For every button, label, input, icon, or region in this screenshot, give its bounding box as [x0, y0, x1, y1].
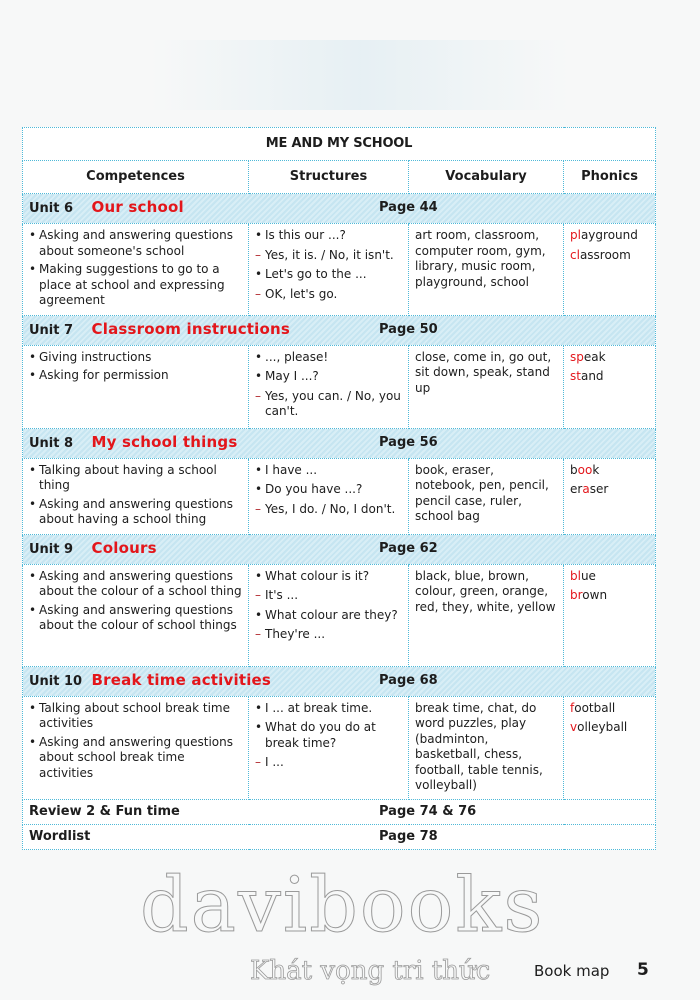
unit-page: Page 62	[379, 540, 438, 556]
structures-cell	[249, 458, 409, 534]
unit-band-row	[23, 428, 656, 458]
phonics-word: brown	[570, 588, 608, 602]
header-competences: Competences	[23, 161, 249, 194]
unit-band-row	[23, 194, 656, 224]
unit-page: Page 56	[379, 434, 438, 450]
structure-item: – I ...	[255, 755, 284, 769]
structures-cell	[249, 564, 409, 666]
extra-page: Page 74 & 76	[379, 803, 477, 819]
competence-item: • Talking about school break time activities	[29, 700, 230, 730]
unit-name: Our school	[91, 198, 184, 217]
competence-item: • Making suggestions to go to a place at school and expressing agreement	[29, 262, 225, 307]
phonics-cell	[564, 345, 656, 428]
phonics-word: classroom	[570, 247, 631, 262]
phonics-word: stand	[570, 369, 604, 383]
unit-name: My school things	[91, 432, 238, 451]
competences-cell	[23, 696, 249, 799]
vocabulary-cell: art room, classroom, computer room, gym, library, music room, playground, school	[409, 224, 564, 316]
extra-row	[23, 799, 656, 824]
structure-item: – Yes, it is. / No, it isn't.	[255, 247, 394, 262]
watermark-logo: davibooks	[140, 860, 545, 949]
phonics-word: volleyball	[570, 720, 628, 734]
phonics-word: football	[570, 700, 616, 715]
unit-page: Page 50	[379, 321, 438, 337]
structure-item: – It's ...	[255, 588, 299, 602]
structure-item: • Let's go to the ...	[255, 267, 367, 281]
competence-item: • Asking for permission	[29, 368, 169, 382]
phonics-word: blue	[570, 568, 596, 583]
phonics-cell	[564, 564, 656, 666]
unit-band-row	[23, 534, 656, 564]
vocabulary-cell: close, come in, go out, sit down, speak, stand up	[409, 345, 564, 428]
structure-item: – They're ...	[255, 627, 326, 641]
structure-item: • ..., please!	[255, 349, 329, 364]
unit-band-row	[23, 666, 656, 696]
structures-cell	[249, 696, 409, 799]
unit-band-row	[23, 315, 656, 345]
competence-item: • Giving instructions	[29, 349, 152, 364]
phonics-word: book	[570, 462, 600, 477]
unit-content-row	[23, 564, 656, 666]
unit-name: Colours	[91, 538, 157, 557]
unit-name: Break time activities	[91, 670, 272, 689]
unit-number: Unit 8	[29, 435, 74, 451]
extra-row	[23, 824, 656, 849]
unit-number: Unit 10	[29, 673, 83, 689]
extra-page: Page 78	[379, 828, 438, 844]
vocabulary-cell: black, blue, brown, colour, green, orange, red, they, white, yellow	[409, 564, 564, 666]
phonics-cell	[564, 458, 656, 534]
unit-content-row	[23, 345, 656, 428]
competences-cell	[23, 224, 249, 316]
phonics-word: eraser	[570, 482, 609, 496]
phonics-word: playground	[570, 228, 638, 242]
structure-item: – OK, let's go.	[255, 286, 338, 301]
watermark-slogan: Khát vọng tri thức	[250, 956, 491, 986]
structure-item: • What do you do at break time?	[255, 720, 376, 750]
structure-item: • What colour is it?	[255, 568, 370, 583]
table-title: ME AND MY SCHOOL	[23, 128, 656, 161]
structure-item: • Do you have ...?	[255, 482, 363, 496]
competences-cell	[23, 345, 249, 428]
footer-section-label: Book map	[534, 962, 610, 980]
structure-item: – Yes, I do. / No, I don't.	[255, 501, 396, 516]
header-phonics: Phonics	[564, 161, 656, 194]
unit-content-row	[23, 696, 656, 799]
extra-label: Wordlist	[29, 828, 91, 844]
unit-content-row	[23, 224, 656, 316]
unit-number: Unit 7	[29, 322, 74, 338]
header-structures: Structures	[249, 161, 409, 194]
structures-cell	[249, 224, 409, 316]
unit-content-row	[23, 458, 656, 534]
page-number: 5	[637, 960, 649, 980]
vocabulary-cell: break time, chat, do word puzzles, play (badminton, basketball, chess, football, table tennis, volleyball)	[409, 696, 564, 799]
unit-page: Page 44	[379, 200, 438, 216]
structure-item: • May I ...?	[255, 369, 319, 383]
unit-name: Classroom instructions	[91, 319, 291, 338]
competence-item: • Talking about having a school thing	[29, 462, 217, 492]
competence-item: • Asking and answering questions about someone's school	[29, 228, 233, 258]
structure-item: • Is this our ...?	[255, 228, 346, 242]
competence-item: • Asking and answering questions about having a school thing	[29, 496, 233, 526]
competences-cell	[23, 458, 249, 534]
unit-number: Unit 6	[29, 201, 74, 217]
structure-item: – Yes, you can. / No, you can't.	[255, 388, 401, 418]
vocabulary-cell: book, eraser, notebook, pen, pencil, pencil case, ruler, school bag	[409, 458, 564, 534]
competence-item: • Asking and answering questions about the colour of school things	[29, 602, 237, 632]
phonics-cell	[564, 696, 656, 799]
structure-item: • What colour are they?	[255, 607, 398, 622]
structure-item: • I ... at break time.	[255, 700, 373, 715]
phonics-word: speak	[570, 349, 606, 364]
unit-page: Page 68	[379, 672, 438, 688]
extra-label: Review 2 & Fun time	[29, 803, 180, 819]
faded-background-decoration	[150, 40, 570, 110]
book-map-table	[22, 127, 656, 850]
unit-number: Unit 9	[29, 541, 74, 557]
phonics-cell	[564, 224, 656, 316]
competence-item: • Asking and answering questions about school break time activities	[29, 734, 233, 780]
structures-cell	[249, 345, 409, 428]
competence-item: • Asking and answering questions about the colour of a school thing	[29, 568, 242, 598]
competences-cell	[23, 564, 249, 666]
header-vocabulary: Vocabulary	[409, 161, 564, 194]
structure-item: • I have ...	[255, 462, 318, 477]
